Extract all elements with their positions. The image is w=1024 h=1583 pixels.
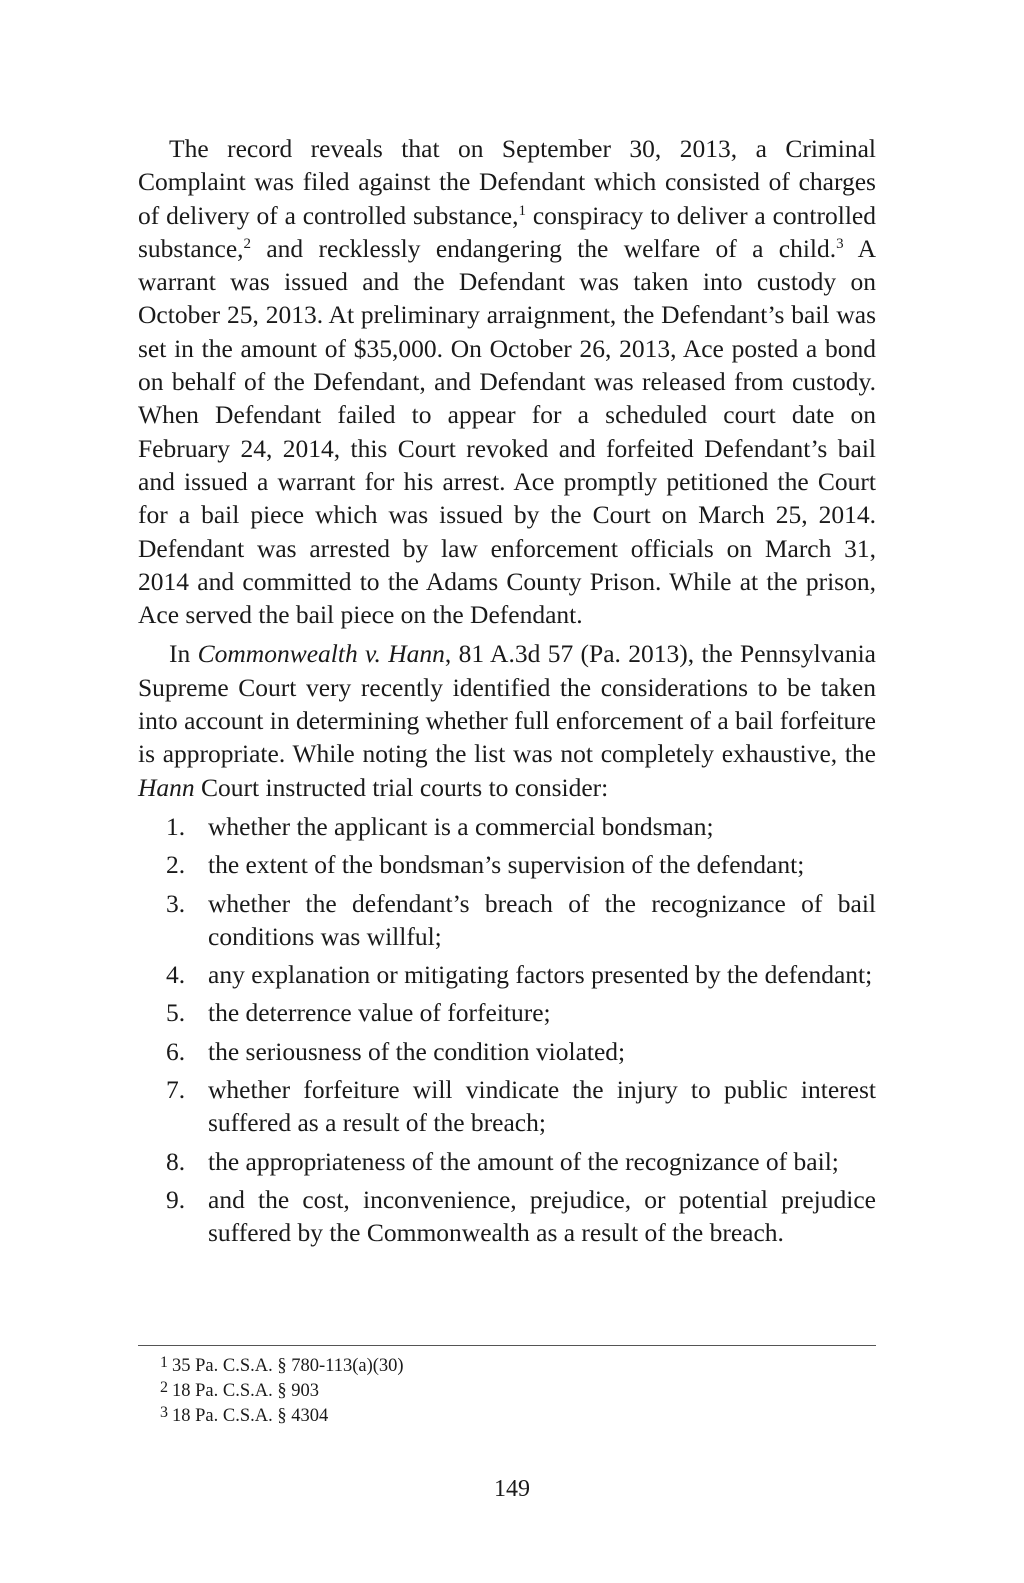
paragraph-text: A warrant was issued and the Defendant was taken into custody on October 25, 2013. At preliminary arraignment, the Defendant’s bail was set in the amount of $35,000. On October 26, 2013, Ace posted a bond on behalf of the Defendant, and Defendant was released from custody. When Defendant failed to appear for a scheduled court date on February 24, 2014, this Court revoked and forfeited Defendant’s bail and issued a warrant for his arrest. Ace promptly petitioned the Court for a bail piece which was issued by the Court on March 25, 2014. Defendant was arrested by law enforcement officials on March 31, 2014 and committed to the Adams County Prison. While at the prison, Ace served the bail piece on the Defendant.: [138, 233, 876, 630]
list-item-text: the extent of the bondsman’s supervision of the defendant;: [208, 850, 805, 880]
list-item-text: whether the defendant’s breach of the recognizance of bail conditions was willful;: [208, 888, 876, 951]
list-item-number: 4.: [166, 960, 186, 990]
list-item-number: 5.: [166, 998, 186, 1028]
paragraph-text: The record reveals that on September 30, 2013, a Criminal Complaint was filed against the Defendant which consisted of charges of delivery of a controlled substance,: [138, 134, 876, 230]
list-item-text: whether the applicant is a commercial bondsman;: [208, 811, 714, 841]
paragraph-text: In: [169, 639, 198, 669]
paragraph-hann: [138, 637, 876, 803]
list-item: [138, 810, 876, 843]
factor-list: [138, 810, 876, 1250]
list-item: [138, 958, 876, 991]
list-item-text: the appropriateness of the amount of the recognizance of bail;: [208, 1146, 839, 1176]
footnote-text: 18 Pa. C.S.A. § 4304: [172, 1406, 329, 1426]
list-item-text: the deterrence value of forfeiture;: [208, 998, 551, 1028]
paragraph-text: and recklessly endangering the welfare of a child.: [251, 233, 837, 263]
paragraph-text: conspiracy to deliver a controlled substance,: [138, 200, 876, 263]
footnote-ref-1[interactable]: 1: [518, 202, 526, 219]
list-item-text: the seriousness of the condition violated;: [208, 1036, 626, 1066]
list-item: [138, 1145, 876, 1178]
footnote-3: [160, 1404, 404, 1429]
paragraph-text: , 81 A.3d 57 (Pa. 2013), the Pennsylvania Supreme Court very recently identified the considerations to be taken into account in determining whether full enforcement of a bail forfeiture is appropriate. While noting the list was not completely exhaustive, the: [138, 639, 876, 769]
list-item-number: 9.: [166, 1184, 186, 1214]
page-number: 149: [494, 1476, 530, 1502]
list-item-text: and the cost, inconvenience, prejudice, or potential prejudice suffered by the Commonwealth as a result of the breach.: [208, 1184, 876, 1248]
list-item-number: 2.: [166, 850, 186, 880]
list-item: [138, 1073, 876, 1140]
list-item: [138, 848, 876, 881]
list-item-text: whether forfeiture will vindicate the injury to public interest suffered as a result of the breach;: [208, 1075, 876, 1138]
footnotes: [160, 1354, 404, 1429]
footnote-text: 18 Pa. C.S.A. § 903: [172, 1381, 319, 1401]
footnote-ref-3[interactable]: 3: [836, 235, 844, 252]
list-item-text: any explanation or mitigating factors presented by the defendant;: [208, 960, 873, 990]
footnote-divider: [138, 1345, 876, 1346]
list-item-number: 1.: [166, 811, 186, 841]
footnote-text: 35 Pa. C.S.A. § 780-113(a)(30): [172, 1356, 404, 1376]
page-body: [138, 132, 876, 1255]
paragraph-facts: [138, 132, 876, 631]
list-item-number: 3.: [166, 888, 186, 918]
footnote-mark: 2: [160, 1379, 168, 1396]
list-item-number: 6.: [166, 1036, 186, 1066]
footnote-ref-2[interactable]: 2: [243, 235, 252, 252]
list-item: [138, 996, 876, 1029]
footnote-2: [160, 1379, 404, 1404]
footnote-mark: 3: [160, 1404, 168, 1421]
case-short-name: Hann: [138, 772, 195, 802]
footnote-mark: 1: [160, 1354, 168, 1371]
paragraph-text: Court instructed trial courts to consider:: [194, 772, 609, 802]
list-item-number: 8.: [166, 1146, 186, 1176]
list-item: [138, 887, 876, 954]
list-item: [138, 1035, 876, 1068]
case-citation: Commonwealth v. Hann: [197, 639, 445, 669]
footnote-1: [160, 1354, 404, 1379]
list-item-number: 7.: [166, 1075, 186, 1105]
list-item: [138, 1183, 876, 1250]
